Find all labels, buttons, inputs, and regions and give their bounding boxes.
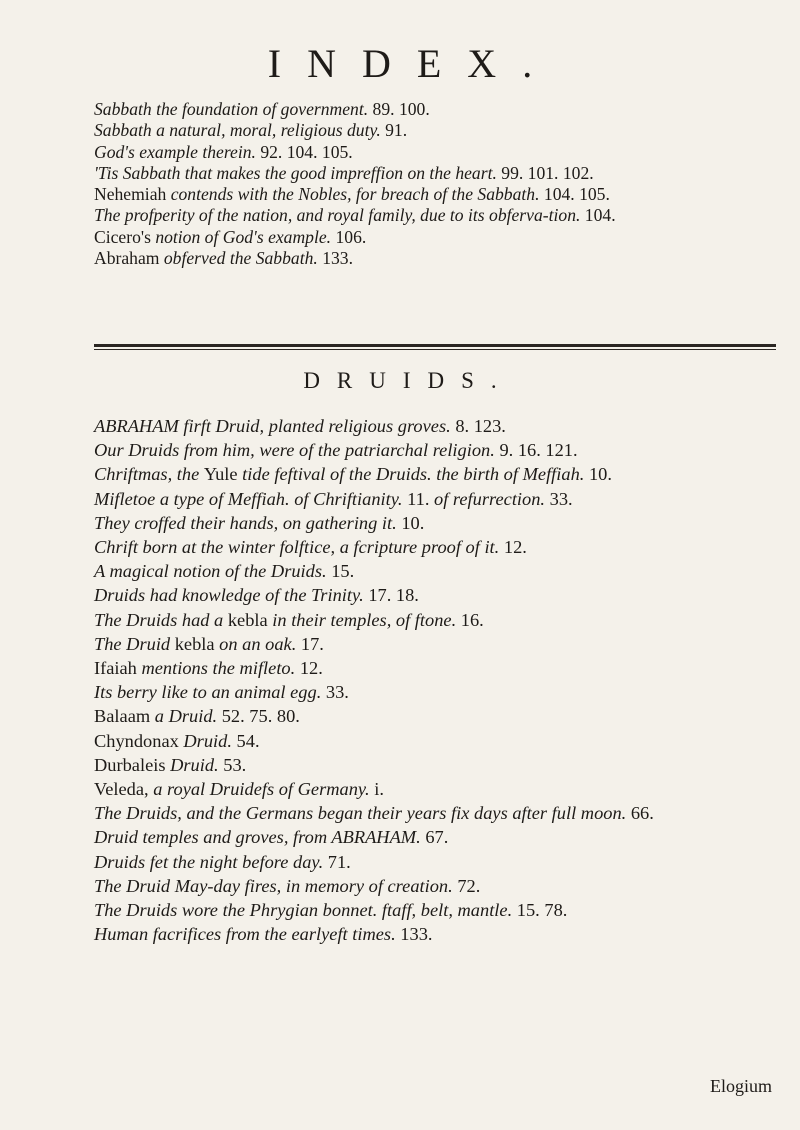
entry-roman-text: Cicero's [94,226,156,247]
index-entry [94,777,774,801]
entry-roman-text: 17. 18. [368,585,419,606]
entry-text: Druid. [170,754,224,775]
entry-text: The Druids, and the Germans began their years fix days after full moon. [94,803,631,824]
entry-text: Chrift born at the winter folftice, a fcripture proof of it. [94,537,504,558]
index-entry [94,632,774,656]
entry-roman-text: 12. [299,658,323,679]
entry-text: Mifletoe a type of Meffiah. of Chriftianity. [94,488,408,509]
entry-roman-text: 54. [236,730,260,751]
entry-roman-text: 53. [223,754,247,775]
index-entry [94,656,774,680]
index-entry [94,608,774,632]
entry-roman-text: 15. [331,561,355,582]
index-entry [94,922,774,946]
entry-text: a royal Druidefs of Germany. [153,779,375,800]
entry-roman-text: 104. [584,205,616,226]
catchword: Elogium [710,1076,772,1096]
entry-text: 'Tis Sabbath that makes the good impreffion on the heart. [94,162,502,183]
entry-text: contends with the Nobles, for breach of the Sabbath. [170,184,544,205]
entry-text: on an oak. [219,633,301,654]
index-entry [94,414,774,438]
entry-roman-text: Chyndonax [94,730,184,751]
entry-roman-text: 104. 105. [543,184,610,205]
entry-roman-text: 71. [327,851,351,872]
entry-text: Human facrifices from the earlyeft times. [94,924,401,945]
entry-roman-text: 10. [588,464,612,485]
index-entry [94,801,774,825]
entry-roman-text: 33. [549,488,573,509]
entry-text: notion of God's example. [155,226,336,247]
index-entry [94,535,774,559]
entry-roman-text: Durbaleis [94,754,171,775]
entry-roman-text: Nehemiah [94,184,171,205]
entry-roman-text: i. [374,779,384,800]
index-entry [94,680,774,704]
entry-text: A magical notion of the Druids. [94,561,332,582]
entry-text: The profperity of the nation, and royal family, due to its obferva-tion. [94,205,585,226]
entry-text: a Druid. [154,706,222,727]
entry-roman-text: Yule [203,464,243,485]
index-entry [94,142,774,163]
entry-roman-text: 52. 75. 80. [221,706,300,727]
index-entry [94,438,774,462]
entry-text: The Druid May-day fires, in memory of creation. [94,875,458,896]
entry-roman-text: 89. 100. [372,99,430,119]
entry-text: Our Druids from him, were of the patriarchal religion. [94,440,500,461]
entry-roman-text: 133. [322,248,353,269]
index-entry [94,248,774,269]
entry-roman-text: 9. 16. 121. [499,440,578,461]
index-entry [94,205,774,226]
page-title: INDEX. [267,41,559,86]
druid-entry-list [94,414,774,946]
entry-text: Druid. [183,730,237,751]
index-entry [94,462,774,486]
entry-roman-text: 15. 78. [516,900,568,921]
entry-text: obferved the Sabbath. [163,248,323,269]
index-entry [94,559,774,583]
entry-text: Sabbath the foundation of government. [94,99,373,119]
section-divider [94,344,776,350]
index-entry [94,120,774,141]
entry-text: mentions the mifleto. [141,658,300,679]
entry-roman-text: 106. [335,226,367,247]
index-entry [94,729,774,753]
entry-text: Sabbath a natural, moral, religious duty. [94,120,386,141]
entry-roman-text: 12. [503,537,527,558]
entry-roman-text: 10. [401,512,425,533]
entry-text: Druids fet the night before day. [94,851,328,872]
index-entry [94,184,774,205]
sabbath-entry-list [94,99,774,269]
index-entry [94,874,774,898]
index-entry [94,99,774,120]
entry-text: The Druids had a [94,609,228,630]
index-entry [94,704,774,728]
entry-roman-text: 11. [407,488,435,509]
entry-roman-text: 92. 104. 105. [260,141,353,162]
entry-text: ABRAHAM firft Druid, planted religious groves. [94,416,456,436]
entry-roman-text: Balaam [94,706,155,727]
index-entry [94,487,774,511]
entry-roman-text: 91. [385,120,408,141]
entry-text: They croffed their hands, on gathering it. [94,512,402,533]
section-heading: DRUIDS. [303,368,514,393]
entry-roman-text: 17. [300,633,324,654]
entry-text: in their temples, of ftone. [272,609,461,630]
index-entry [94,898,774,922]
entry-roman-text: Abraham [94,248,164,269]
index-entry [94,825,774,849]
entry-roman-text: 133. [400,924,433,945]
entry-roman-text: kebla [174,633,220,654]
index-entry [94,227,774,248]
entry-roman-text: 72. [457,875,481,896]
entry-roman-text: 8. 123. [455,416,506,436]
entry-roman-text: Ifaiah [94,658,142,679]
entry-text: The Druids wore the Phrygian bonnet. ftaff, belt, mantle. [94,900,517,921]
entry-text: God's example therein. [94,141,261,162]
index-entry [94,753,774,777]
entry-roman-text: 33. [325,682,349,703]
entry-text: Druid temples and groves, from ABRAHAM. [94,827,426,848]
entry-roman-text: kebla [227,609,273,630]
index-entry [94,511,774,535]
entry-text: tide feftival of the Druids. the birth of Meffiah. [242,464,589,485]
entry-text: Its berry like to an animal egg. [94,682,326,703]
index-entry [94,850,774,874]
index-entry [94,583,774,607]
entry-roman-text: 66. [630,803,654,824]
entry-roman-text: 99. 101. 102. [501,162,594,183]
entry-text: Chriftmas, the [94,464,204,485]
entry-roman-text: Veleda, [94,779,154,800]
index-entry [94,163,774,184]
entry-text: The Druid [94,633,175,654]
entry-roman-text: 67. [425,827,449,848]
entry-text: Druids had knowledge of the Trinity. [94,585,369,606]
entry-roman-text: 16. [460,609,484,630]
entry-text: of refurrection. [434,488,550,509]
